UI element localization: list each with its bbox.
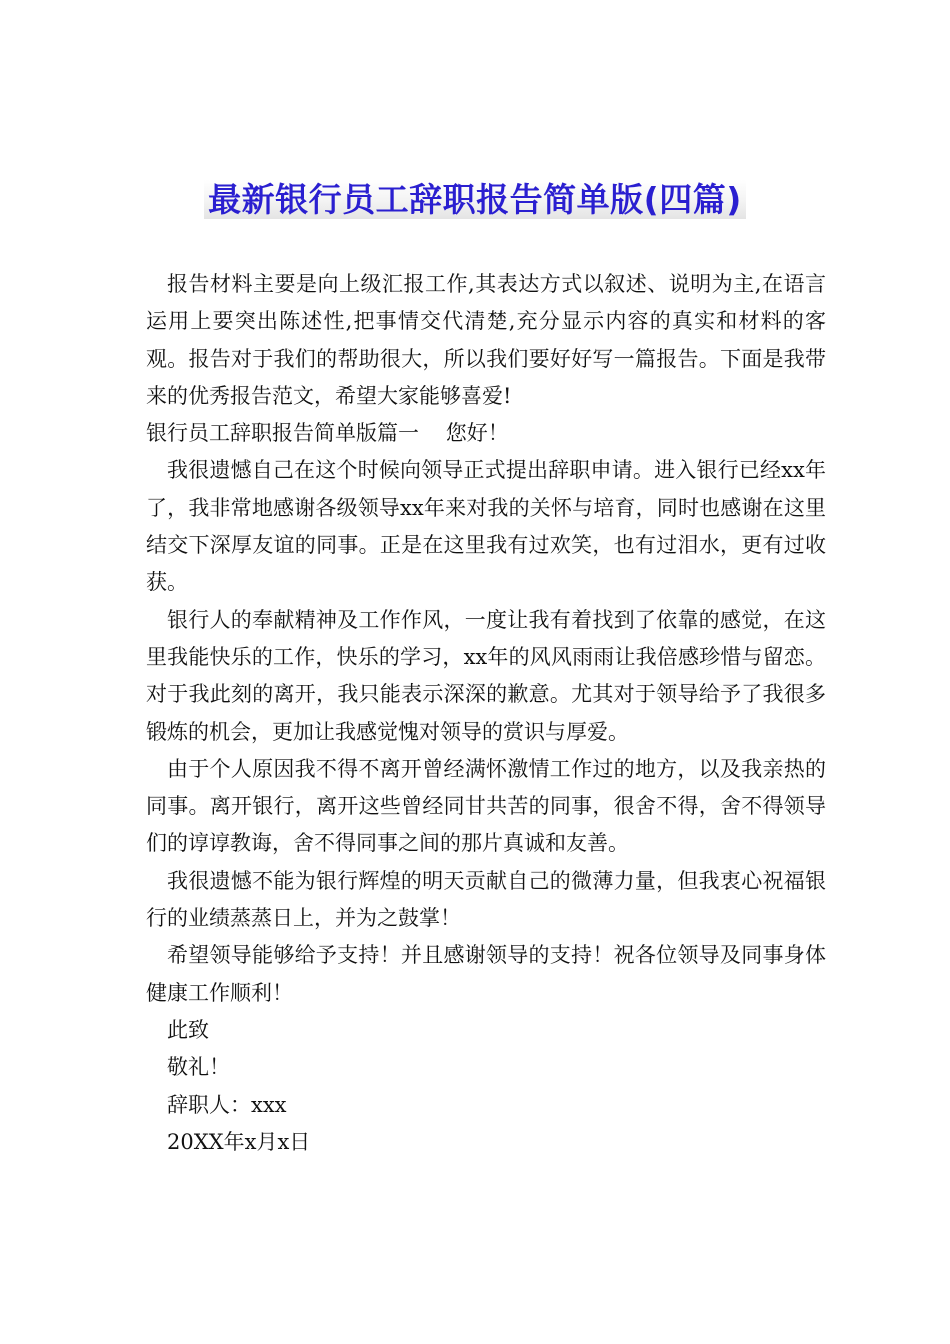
intro-paragraph: 报告材料主要是向上级汇报工作,其表达方式以叙述、说明为主,在语言运用上要突出陈述性,把事情交代清楚,充分显示内容的真实和材料的客观。报告对于我们的帮助很大，所以我们要好好写一篇报告。下面是我带来的优秀报告范文，希望大家能够喜爱! — [146, 272, 826, 408]
body-paragraph-2: 银行人的奉献精神及工作作风，一度让我有着找到了依靠的感觉，在这里我能快乐的工作，快乐的学习，xx年的风风雨雨让我倍感珍惜与留恋。对于我此刻的离开，我只能表示深深的歉意。尤其对于领导给予了我很多锻炼的机会，更加让我感觉愧对领导的赏识与厚爱。 — [146, 607, 826, 744]
document-title-text: 最新银行员工辞职报告简单版(四篇) — [204, 180, 746, 219]
date-line: 20XX年x月x日 — [167, 1129, 311, 1154]
salute-line: 敬礼！ — [167, 1055, 230, 1080]
body-paragraph-4: 我很遗憾不能为银行辉煌的明天贡献自己的微薄力量，但我衷心祝福银行的业绩蒸蒸日上，并为之鼓掌！ — [146, 868, 826, 931]
body-paragraph-3: 由于个人原因我不得不离开曾经满怀激情工作过的地方，以及我亲热的同事。离开银行，离开这些曾经同甘共苦的同事，很舍不得，舍不得领导们的谆谆教诲，舍不得同事之间的那片真诚和友善。 — [146, 756, 826, 856]
body-paragraph-5: 希望领导能够给予支持！并且感谢领导的支持！祝各位领导及同事身体健康工作顺利！ — [146, 943, 826, 1005]
section-heading-line — [146, 415, 826, 452]
section-heading: 银行员工辞职报告简单版篇一 — [146, 421, 419, 446]
signature-line: 辞职人：xxx — [167, 1092, 287, 1117]
greeting: 您好！ — [445, 421, 509, 446]
closing-line: 此致 — [167, 1017, 209, 1042]
document-body — [146, 266, 826, 1161]
document-title — [0, 178, 950, 222]
body-paragraph-1: 我很遗憾自己在这个时候向领导正式提出辞职申请。进入银行已经xx年了，我非常地感谢各级领导xx年来对我的关怀与培育，同时也感谢在这里结交下深厚友谊的同事。正是在这里我有过欢笑，也有过泪水，更有过收获。 — [146, 458, 826, 595]
